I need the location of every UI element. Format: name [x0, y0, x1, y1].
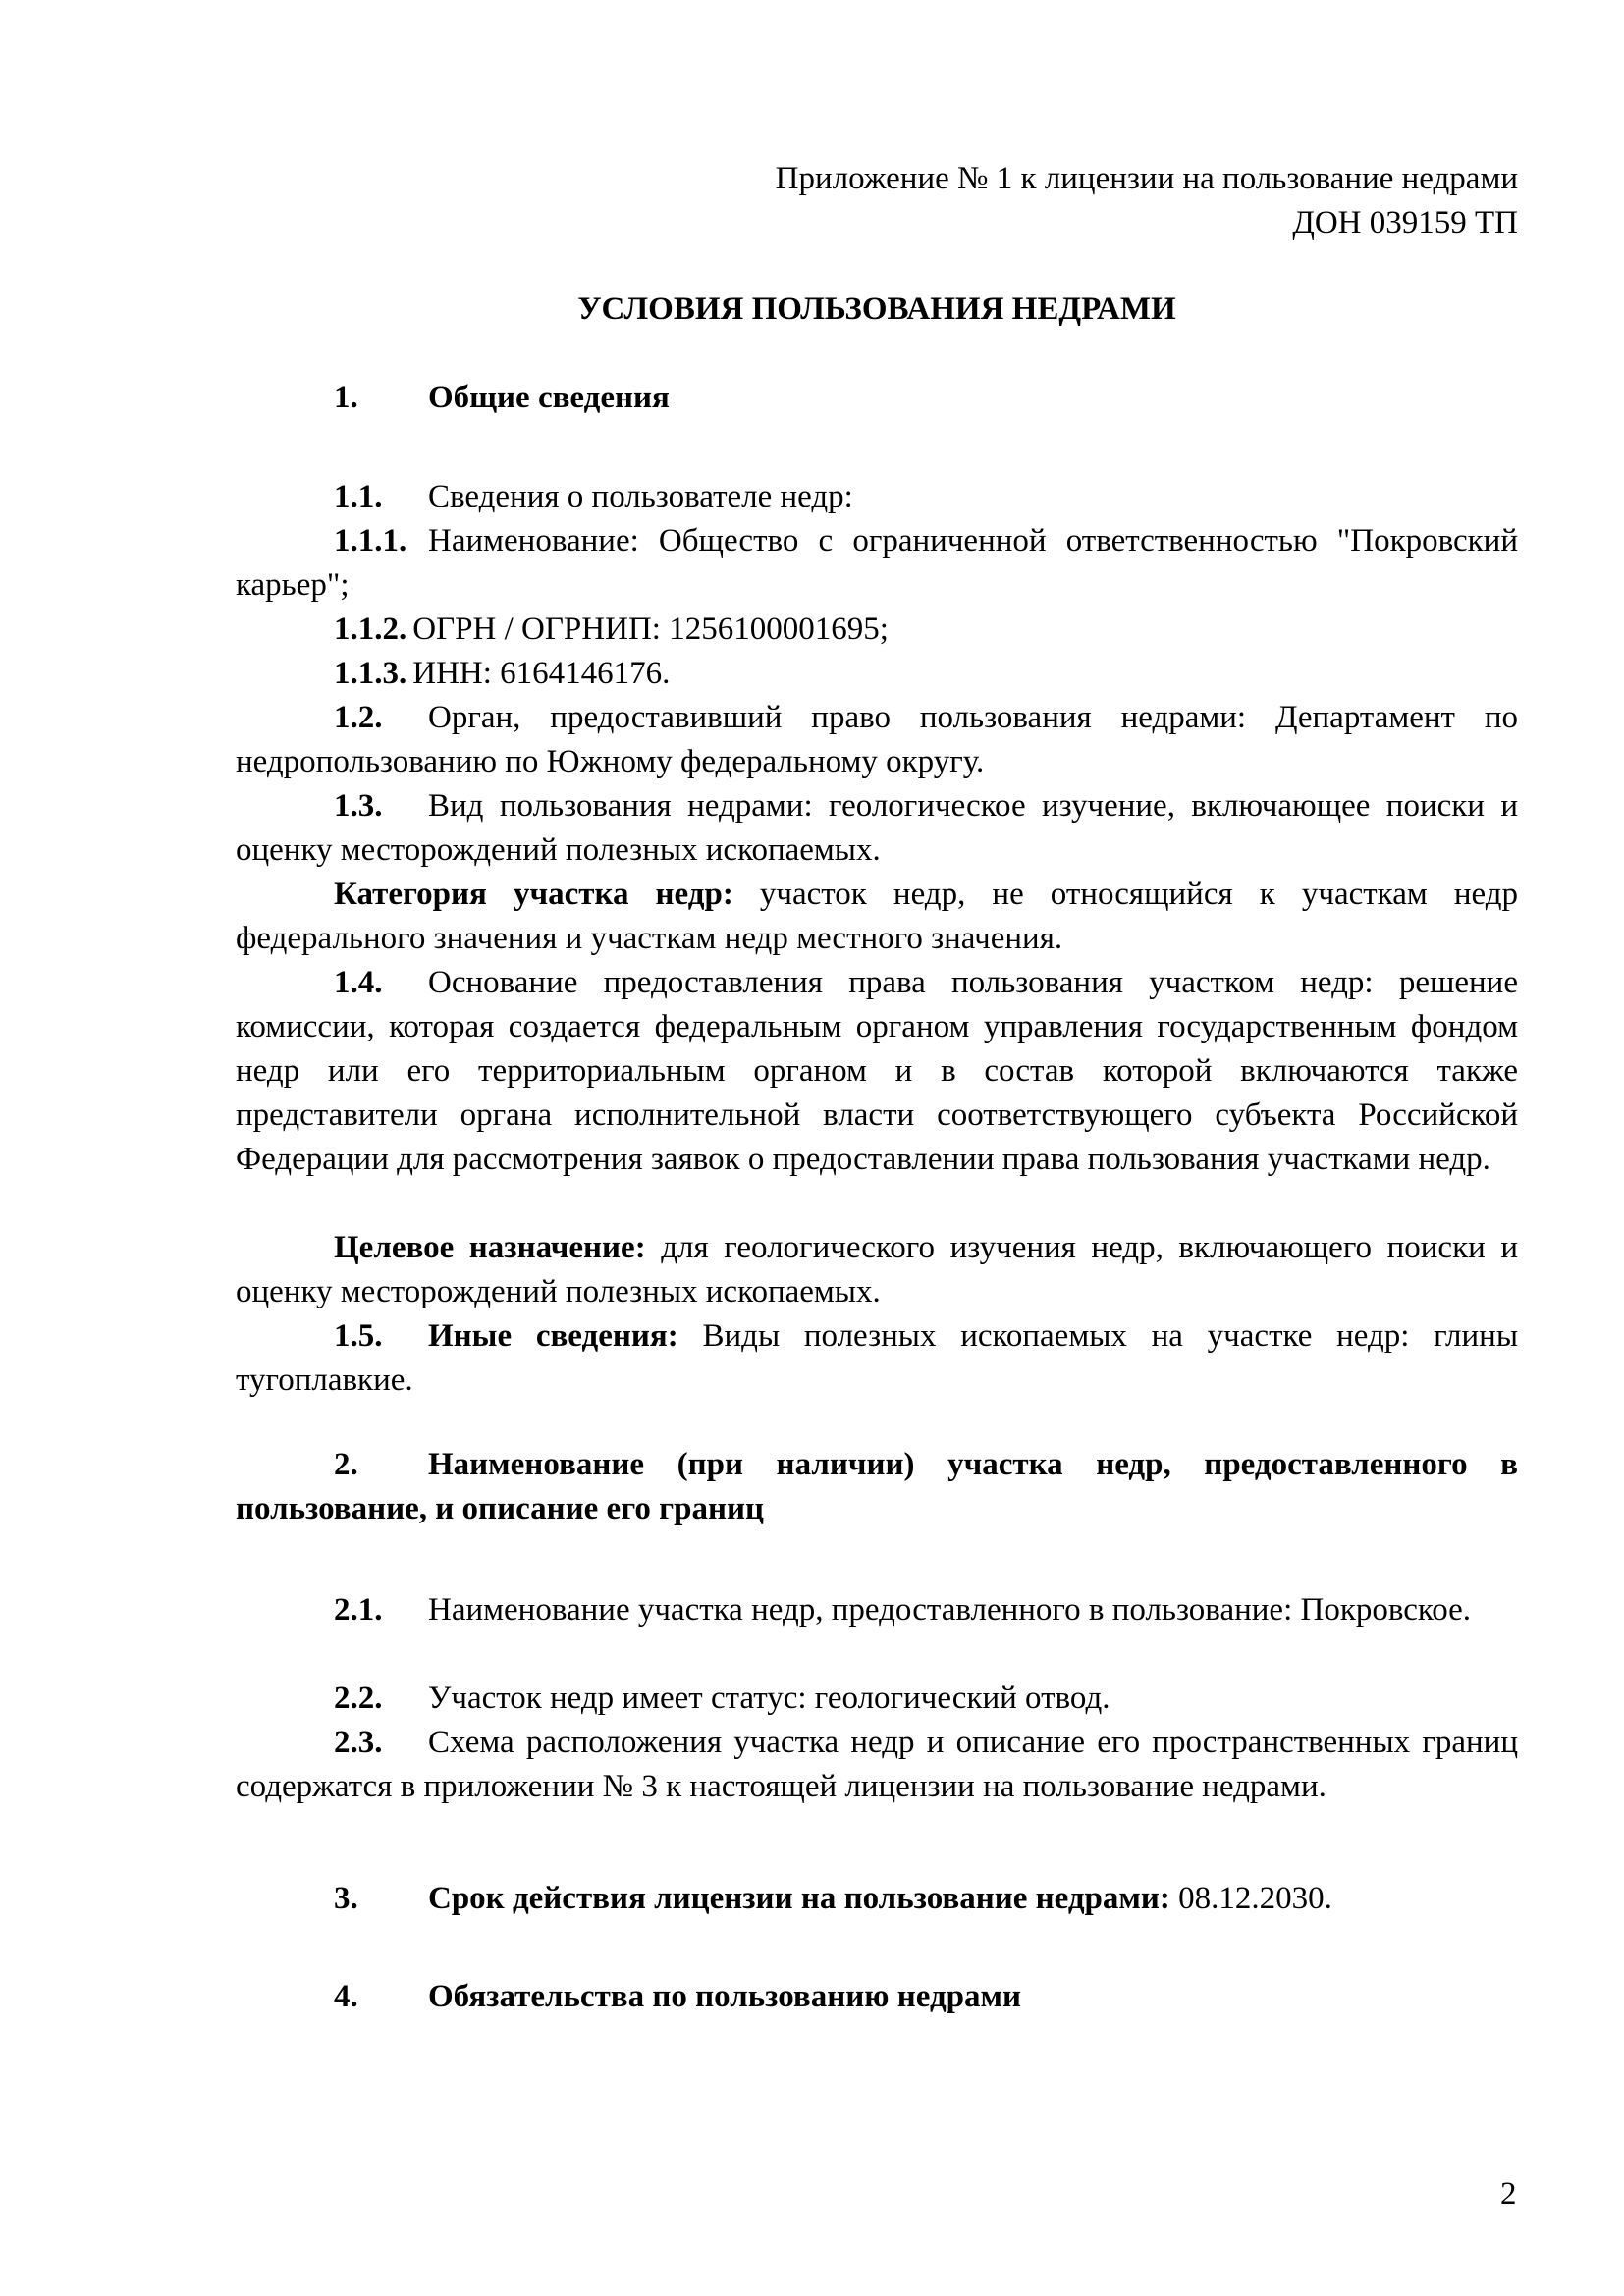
paragraph-1-4 [236, 961, 1518, 1182]
paragraph-number: 1.1.3. [334, 656, 407, 691]
section-1-heading [236, 376, 1518, 420]
paragraph-text: ОГРН / ОГРНИП: 1256100001695; [412, 612, 889, 647]
page-title: УСЛОВИЯ ПОЛЬЗОВАНИЯ НЕДРАМИ [577, 292, 1176, 327]
section-title: Общие сведения [428, 380, 670, 415]
paragraph-2-1 [236, 1588, 1518, 1632]
section-title: Срок действия лицензии на пользование недрами: [428, 1881, 1170, 1916]
paragraph-text: Схема расположения участка недр и описание его пространственных границ содержатся в приложении № 3 к настоящей лицензии на пользование недрами. [236, 1725, 1518, 1804]
paragraph-text: Участок недр имеет статус: геологический отвод. [428, 1681, 1110, 1716]
section-number: 2. [334, 1447, 358, 1482]
header-appendix-line: Приложение № 1 к лицензии на пользование недрами [775, 161, 1518, 196]
paragraph-number: 1.4. [334, 965, 383, 1000]
paragraph-1-1-1 [236, 519, 1518, 608]
paragraph-1-3 [236, 784, 1518, 873]
document-header [236, 157, 1518, 245]
other-info-label: Иные сведения: [428, 1318, 678, 1354]
paragraph-text: Наименование: Общество с ограниченной ответственностью "Покровский карьер"; [236, 523, 1518, 603]
paragraph-number: 1.1. [334, 479, 383, 514]
section-title: Обязательства по пользованию недрами [428, 1979, 1021, 2014]
paragraph-1-1 [236, 475, 1518, 519]
paragraph-number: 2.3. [334, 1725, 383, 1760]
paragraph-text: Орган, предоставивший право пользования недрами: Департамент по недропользованию по Южному федеральному округу. [236, 700, 1518, 779]
paragraph-text: Наименование участка недр, предоставленного в пользование: Покровское. [428, 1592, 1472, 1628]
paragraph-number: 1.3. [334, 788, 383, 824]
section-2-heading [236, 1443, 1518, 1531]
section-number: 3. [334, 1881, 358, 1916]
header-license-number: ДОН 039159 ТП [1292, 205, 1518, 240]
paragraph-category [236, 873, 1518, 961]
paragraph-number: 2.1. [334, 1592, 383, 1628]
page-number: 2 [1500, 2176, 1517, 2212]
paragraph-text: Виды полезных ископаемых на участке недр: глины тугоплавкие. [236, 1318, 1518, 1398]
paragraph-1-1-3 [236, 652, 1518, 696]
paragraph-text: Вид пользования недрами: геологическое изучение, включающее поиски и оценку месторождений полезных ископаемых. [236, 788, 1518, 868]
paragraph-purpose [236, 1226, 1518, 1314]
paragraph-text: Основание предоставления права пользования участком недр: решение комиссии, которая создается федеральным органом управления государственным фондом недр или его территориальным органом и в состав которой включаются также представители органа исполнительной власти соответствующего субъекта Российской Федерации для рассмотрения заявок о предоставлении права пользования участками недр. [236, 965, 1518, 1177]
paragraph-number: 1.2. [334, 700, 383, 735]
section-title: Наименование (при наличии) участка недр, предоставленного в пользование, и описание его границ [236, 1447, 1518, 1526]
section-number: 1. [334, 380, 358, 415]
purpose-label: Целевое назначение: [334, 1230, 646, 1265]
category-text: участок недр, не относящийся к участкам недр федерального значения и участкам недр местного значения. [236, 877, 1518, 956]
paragraph-number: 1.1.2. [334, 612, 407, 647]
category-label: Категория участка недр: [334, 877, 733, 912]
paragraph-1-5 [236, 1314, 1518, 1403]
section-4-heading [236, 1975, 1518, 2019]
paragraph-2-2 [236, 1677, 1518, 1721]
paragraph-2-3 [236, 1721, 1518, 1809]
paragraph-number: 2.2. [334, 1681, 383, 1716]
paragraph-1-1-2 [236, 608, 1518, 652]
section-3-heading [236, 1877, 1518, 1921]
purpose-text: для геологического изучения недр, включающего поиски и оценку месторождений полезных ископаемых. [236, 1230, 1518, 1309]
license-expiry-date: 08.12.2030. [1169, 1881, 1332, 1916]
section-number: 4. [334, 1979, 358, 2014]
paragraph-1-2 [236, 696, 1518, 784]
paragraph-number: 1.1.1. [334, 523, 407, 559]
paragraph-text: Сведения о пользователе недр: [428, 479, 853, 514]
paragraph-text: ИНН: 6164146176. [412, 656, 671, 691]
paragraph-number: 1.5. [334, 1318, 383, 1354]
